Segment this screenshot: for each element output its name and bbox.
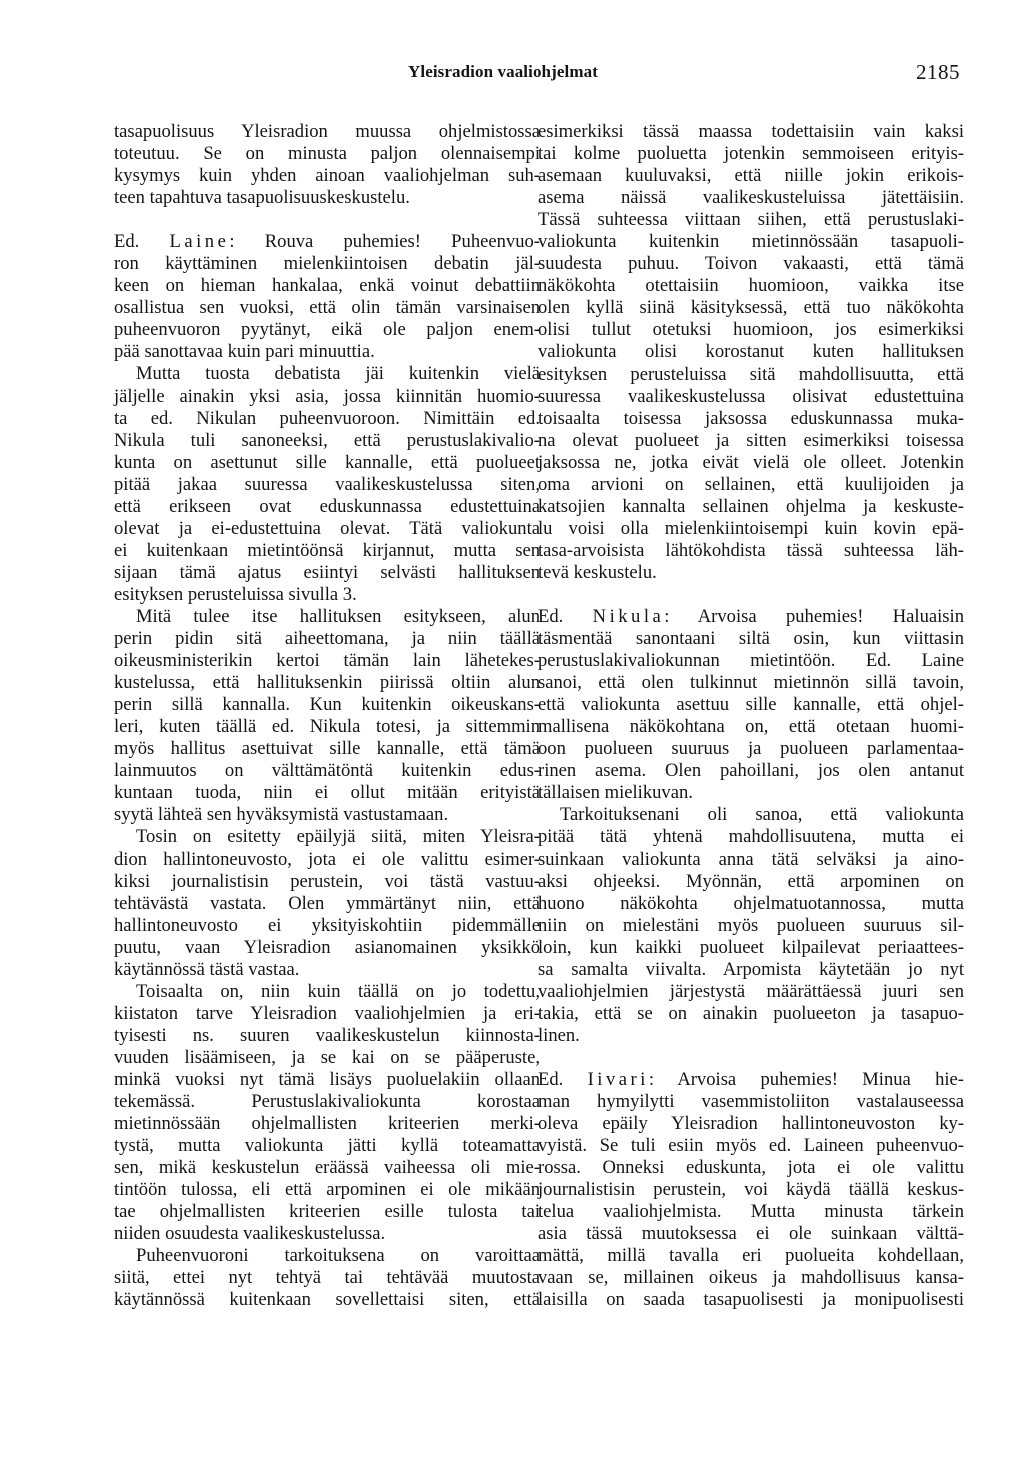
paragraph-lines	[538, 1091, 964, 1311]
text-line: sa samalta viivalta. Arpomista käytetään jo nyt	[538, 958, 964, 980]
text-line: kunta on asettunut sille kannalle, että puolueet	[114, 451, 540, 473]
text-line: oma arvioni on sellainen, että kuulijoiden ja	[538, 473, 964, 495]
text-line: niiden osuudesta vaalikeskustelussa.	[114, 1223, 386, 1245]
speaker-name: Iivari	[587, 1068, 649, 1090]
text-line: puheenvuoron pyytänyt, eikä ole paljon enem-	[114, 319, 540, 341]
text-line: kustelussa, että hallituksenkin piirissä oltiin alun	[114, 672, 540, 694]
text-line: dion hallintoneuvosto, jota ei ole valittu esimer-	[114, 848, 540, 870]
text-line: tasapuolisuus Yleisradion muussa ohjelmistossa	[114, 121, 540, 142]
text-line: Tässä suhteessa viittaan siihen, että perustuslaki-	[538, 209, 964, 231]
text-line: sanoi, että olen tulkinnut mietinnön sillä tavoin,	[538, 672, 964, 694]
speaker-prefix: Ed.	[538, 1068, 588, 1090]
text-line: aksi ohjeeksi. Myönnän, että arpominen on	[538, 870, 964, 892]
text-line: siitä, ettei nyt tehtyä tai tehtävää muutosta	[114, 1267, 540, 1289]
text-line: linen.	[538, 1024, 580, 1046]
speaker-name: Laine	[169, 231, 230, 253]
paragraph-lines	[114, 253, 540, 363]
text-line: asia tässä muutoksessa ei ole suinkaan välttä-	[538, 1223, 964, 1245]
paragraph	[114, 981, 540, 1246]
text-line: perustuslakivaliokunnan mietintöön. Ed. Laine	[538, 650, 964, 672]
text-line: Nikula tuli sanoneeksi, että perustuslakivalio-	[114, 429, 540, 451]
text-line: rinen asema. Olen pahoillani, jos olen antanut	[538, 760, 964, 782]
text-line: sijaan tämä ajatus esiintyi selvästi hallituksen	[114, 561, 540, 583]
speaker-paragraph	[114, 231, 540, 363]
left-column	[114, 121, 540, 1311]
speaker-line-rest: : Arvoisa puhemies! Minua hie-	[648, 1068, 964, 1090]
text-line: toteutuu. Se on minusta paljon olennaisempi	[114, 143, 540, 165]
text-line: valiokunta kuitenkin mietinnössään tasapuoli-	[538, 231, 964, 253]
text-line: että valiokunta asettuu sille kannalle, että ohjel-	[538, 694, 964, 716]
text-line: asemaan kuuluvaksi, että niille jokin erikois-	[538, 165, 964, 187]
text-line: olisi tullut otetuksi huomioon, jos esimerkiksi	[538, 319, 964, 341]
text-line: ron käyttäminen mielenkiintoisen debatin jäl-	[114, 253, 540, 275]
text-line: käytännössä tästä vastaa.	[114, 958, 300, 980]
text-line: loin, kun kaikki puolueet kilpailevat periaattees-	[538, 936, 964, 958]
text-line: tehtävästä vastata. Olen ymmärtänyt niin, että	[114, 892, 540, 914]
text-line: pää sanottavaa kuin pari minuuttia.	[114, 341, 375, 363]
text-line: kuntaan tuoda, niin ei ollut mitään erityistä	[114, 782, 540, 804]
text-line: perin pidin sitä aiheettomana, ja niin täällä	[114, 628, 540, 650]
right-column	[538, 121, 964, 1311]
text-line: huono näkökohta ohjelmatuotannossa, mutta	[538, 892, 964, 914]
text-line: tekemässä. Perustuslakivaliokunta korostaa	[114, 1091, 540, 1113]
text-line: toisaalta toisessa jaksossa eduskunnassa muka-	[538, 407, 964, 429]
text-line: olevat ja ei-edustettuina olevat. Tätä valiokunta	[114, 517, 540, 539]
text-line: perin sillä kannalla. Kun kuitenkin oikeuskans-	[114, 694, 540, 716]
text-line: vaan se, millainen oikeus ja mahdollisuus kansa-	[538, 1267, 964, 1289]
text-line: keen on hieman hankalaa, enkä voinut debattiin	[114, 275, 540, 297]
text-line: kiksi journalistisin perustein, voi tästä vastuu-	[114, 870, 540, 892]
text-line: oikeusministerikin kertoi tämän lain lähetekes-	[114, 650, 540, 672]
text-line: tyisesti ns. suuren vaalikeskustelun kiinnosta-	[114, 1024, 540, 1046]
text-line: na olevat puolueet ja sitten esimerkiksi toisessa	[538, 429, 964, 451]
running-head: Yleisradion vaaliohjelmat	[408, 62, 598, 81]
text-line: kiistaton tarve Yleisradion vaaliohjelmien ja eri-	[114, 1002, 540, 1024]
text-line: tystä, mutta valiokunta jätti kyllä toteamatta	[114, 1135, 540, 1157]
text-line: mättä, millä tavalla eri puolueita kohdellaan,	[538, 1245, 964, 1267]
speaker-paragraph	[538, 1069, 964, 1312]
speaker-name: Nikula	[592, 605, 665, 627]
text-line: asema näissä vaalikeskusteluissa jätettäisiin.	[538, 187, 964, 209]
paragraph-lines	[538, 628, 964, 804]
text-line: oleva epäily Yleisradion hallintoneuvoston ky-	[538, 1113, 964, 1135]
text-line: tevä keskustelu.	[538, 561, 657, 583]
text-line: täsmentää sanontaani siltä osin, kun viittasin	[538, 628, 964, 650]
text-line: tällaisen mielikuvan.	[538, 782, 693, 804]
text-line: rossa. Onneksi eduskunta, jota ei ole valittu	[538, 1157, 964, 1179]
text-line: osallistua sen vuoksi, että olin tämän varsinaisen	[114, 297, 540, 319]
text-line: leri, kuten täällä ed. Nikula totesi, ja sittemmin	[114, 716, 540, 738]
speaker-line	[538, 1069, 964, 1091]
text-line: teen tapahtuva tasapuolisuuskeskustelu.	[114, 187, 410, 209]
text-line: vaaliohjelmien järjestystä määrättäessä juuri sen	[538, 980, 964, 1002]
paragraph	[114, 121, 540, 209]
speaker-prefix: Ed.	[114, 231, 170, 253]
text-line: sen, mikä keskustelun eräässä vaiheessa oli mie-	[114, 1157, 540, 1179]
text-line: takia, että se on ainakin puolueeton ja tasapuo-	[538, 1002, 964, 1024]
text-line: tintöön tulossa, eli että arpominen ei ole mikään	[114, 1179, 540, 1201]
text-line: Puheenvuoroni tarkoituksena on varoittaa	[136, 1245, 540, 1267]
speaker-line	[114, 231, 540, 253]
text-line: Toisaalta on, niin kuin täällä on jo todettu,	[136, 980, 540, 1002]
text-line: Mutta tuosta debatista jäi kuitenkin vielä	[136, 363, 540, 385]
text-line: tae ohjelmallisten kriteerien esille tulosta tai	[114, 1201, 540, 1223]
text-line: näkökohta otettaisiin huomioon, vaikka itse	[538, 275, 964, 297]
text-line: puutu, vaan Yleisradion asianomainen yksikkö	[114, 936, 540, 958]
text-line: Tarkoituksenani oli sanoa, että valiokunta	[560, 804, 964, 826]
text-line: valiokunta olisi korostanut kuten hallituksen	[538, 341, 964, 363]
text-line: esityksen perusteluissa sivulla 3.	[114, 583, 357, 605]
page-number: 2185	[916, 60, 960, 84]
speaker-paragraph	[538, 606, 964, 804]
text-line: Tosin on esitetty epäilyjä siitä, miten Yleisra-	[136, 826, 540, 848]
paragraph	[114, 826, 540, 980]
text-line: syytä lähteä sen hyväksymistä vastustamaan.	[114, 804, 449, 826]
speaker-line-rest: : Arvoisa puhemies! Haluaisin	[664, 605, 965, 627]
text-line: ta ed. Nikulan puheenvuoroon. Nimittäin ed.	[114, 407, 540, 429]
text-line: hallintoneuvosto ei yksityiskohtiin pidemmälle	[114, 914, 540, 936]
text-line: käytännössä kuitenkaan sovellettaisi siten, että	[114, 1289, 540, 1311]
text-line: lainmuutos on välttämätöntä kuitenkin edus-	[114, 760, 540, 782]
text-line: suudesta puhuu. Toivon vakaasti, että tämä	[538, 253, 964, 275]
text-line: pitää jakaa suuressa vaalikeskustelussa siten,	[114, 473, 540, 495]
text-line: minkä vuoksi nyt tämä lisäys puoluelakiin ollaan	[114, 1068, 540, 1090]
text-line: ei kuitenkaan mietintöönsä kirjannut, mutta sen	[114, 539, 540, 561]
paragraph	[114, 363, 540, 606]
text-line: journalistisin perustein, voi käydä täällä keskus-	[538, 1179, 964, 1201]
text-line: laisilla on saada tasapuolisesti ja monipuolisesti	[538, 1289, 964, 1311]
speaker-line	[538, 606, 964, 628]
paragraph	[538, 121, 964, 584]
text-line: suinkaan valiokunta anna tätä selväksi ja aino-	[538, 848, 964, 870]
speaker-prefix: Ed.	[538, 605, 593, 627]
paragraph	[114, 606, 540, 826]
text-line: myös hallitus asettuivat sille kannalle, että tämä	[114, 738, 540, 760]
text-line: suuressa vaalikeskustelussa olisivat edustettuina	[538, 385, 964, 407]
text-line: oon puolueen suuruus ja puolueen parlamentaa-	[538, 738, 964, 760]
text-line: mallisena näkökohtana on, että otetaan huomi-	[538, 716, 964, 738]
text-line: jäljelle ainakin yksi asia, jossa kiinnitän huomio-	[114, 385, 540, 407]
paragraph	[538, 804, 964, 1047]
text-line: vuuden lisäämiseen, ja se kai on se pääperuste,	[114, 1046, 540, 1068]
paragraph	[114, 1245, 540, 1311]
text-line: että erikseen ovat eduskunnassa edustettuina	[114, 495, 540, 517]
text-line: olen kyllä siinä käsityksessä, että tuo näkökohta	[538, 297, 964, 319]
text-line: telua vaaliohjelmista. Mutta minusta tärkein	[538, 1201, 964, 1223]
text-line: esimerkiksi tässä maassa todettaisiin vain kaksi	[538, 121, 964, 142]
text-line: lu voisi olla mielenkiintoisempi kuin kovin epä-	[538, 517, 964, 539]
text-line: jaksossa ne, jotka eivät vielä ole olleet. Jotenkin	[538, 451, 964, 473]
text-line: tasa-arvoisista lähtökohdista tässä suhteessa läh-	[538, 539, 964, 561]
text-line: man hymyilytti vasemmistoliiton vastalauseessa	[538, 1090, 964, 1112]
text-line: Mitä tulee itse hallituksen esitykseen, alun	[136, 605, 540, 627]
text-line: pitää tätä yhtenä mahdollisuutena, mutta ei	[538, 826, 964, 848]
text-line: katsojien kannalta sellainen ohjelma ja keskuste-	[538, 495, 964, 517]
text-line: esityksen perusteluissa sitä mahdollisuutta, että	[538, 363, 964, 385]
text-line: mietinnössään ohjelmallisten kriteerien merki-	[114, 1113, 540, 1135]
speaker-line-rest: : Rouva puhemies! Puheenvuo-	[229, 231, 540, 253]
text-line: niin on mielestäni myös puolueen suuruus sil-	[538, 914, 964, 936]
text-line: vyistä. Se tuli esiin myös ed. Laineen puheenvuo-	[538, 1135, 964, 1157]
text-line: tai kolme puoluetta jotenkin semmoiseen erityis-	[538, 143, 964, 165]
text-line: kysymys kuin yhden ainoan vaaliohjelman suh-	[114, 165, 540, 187]
